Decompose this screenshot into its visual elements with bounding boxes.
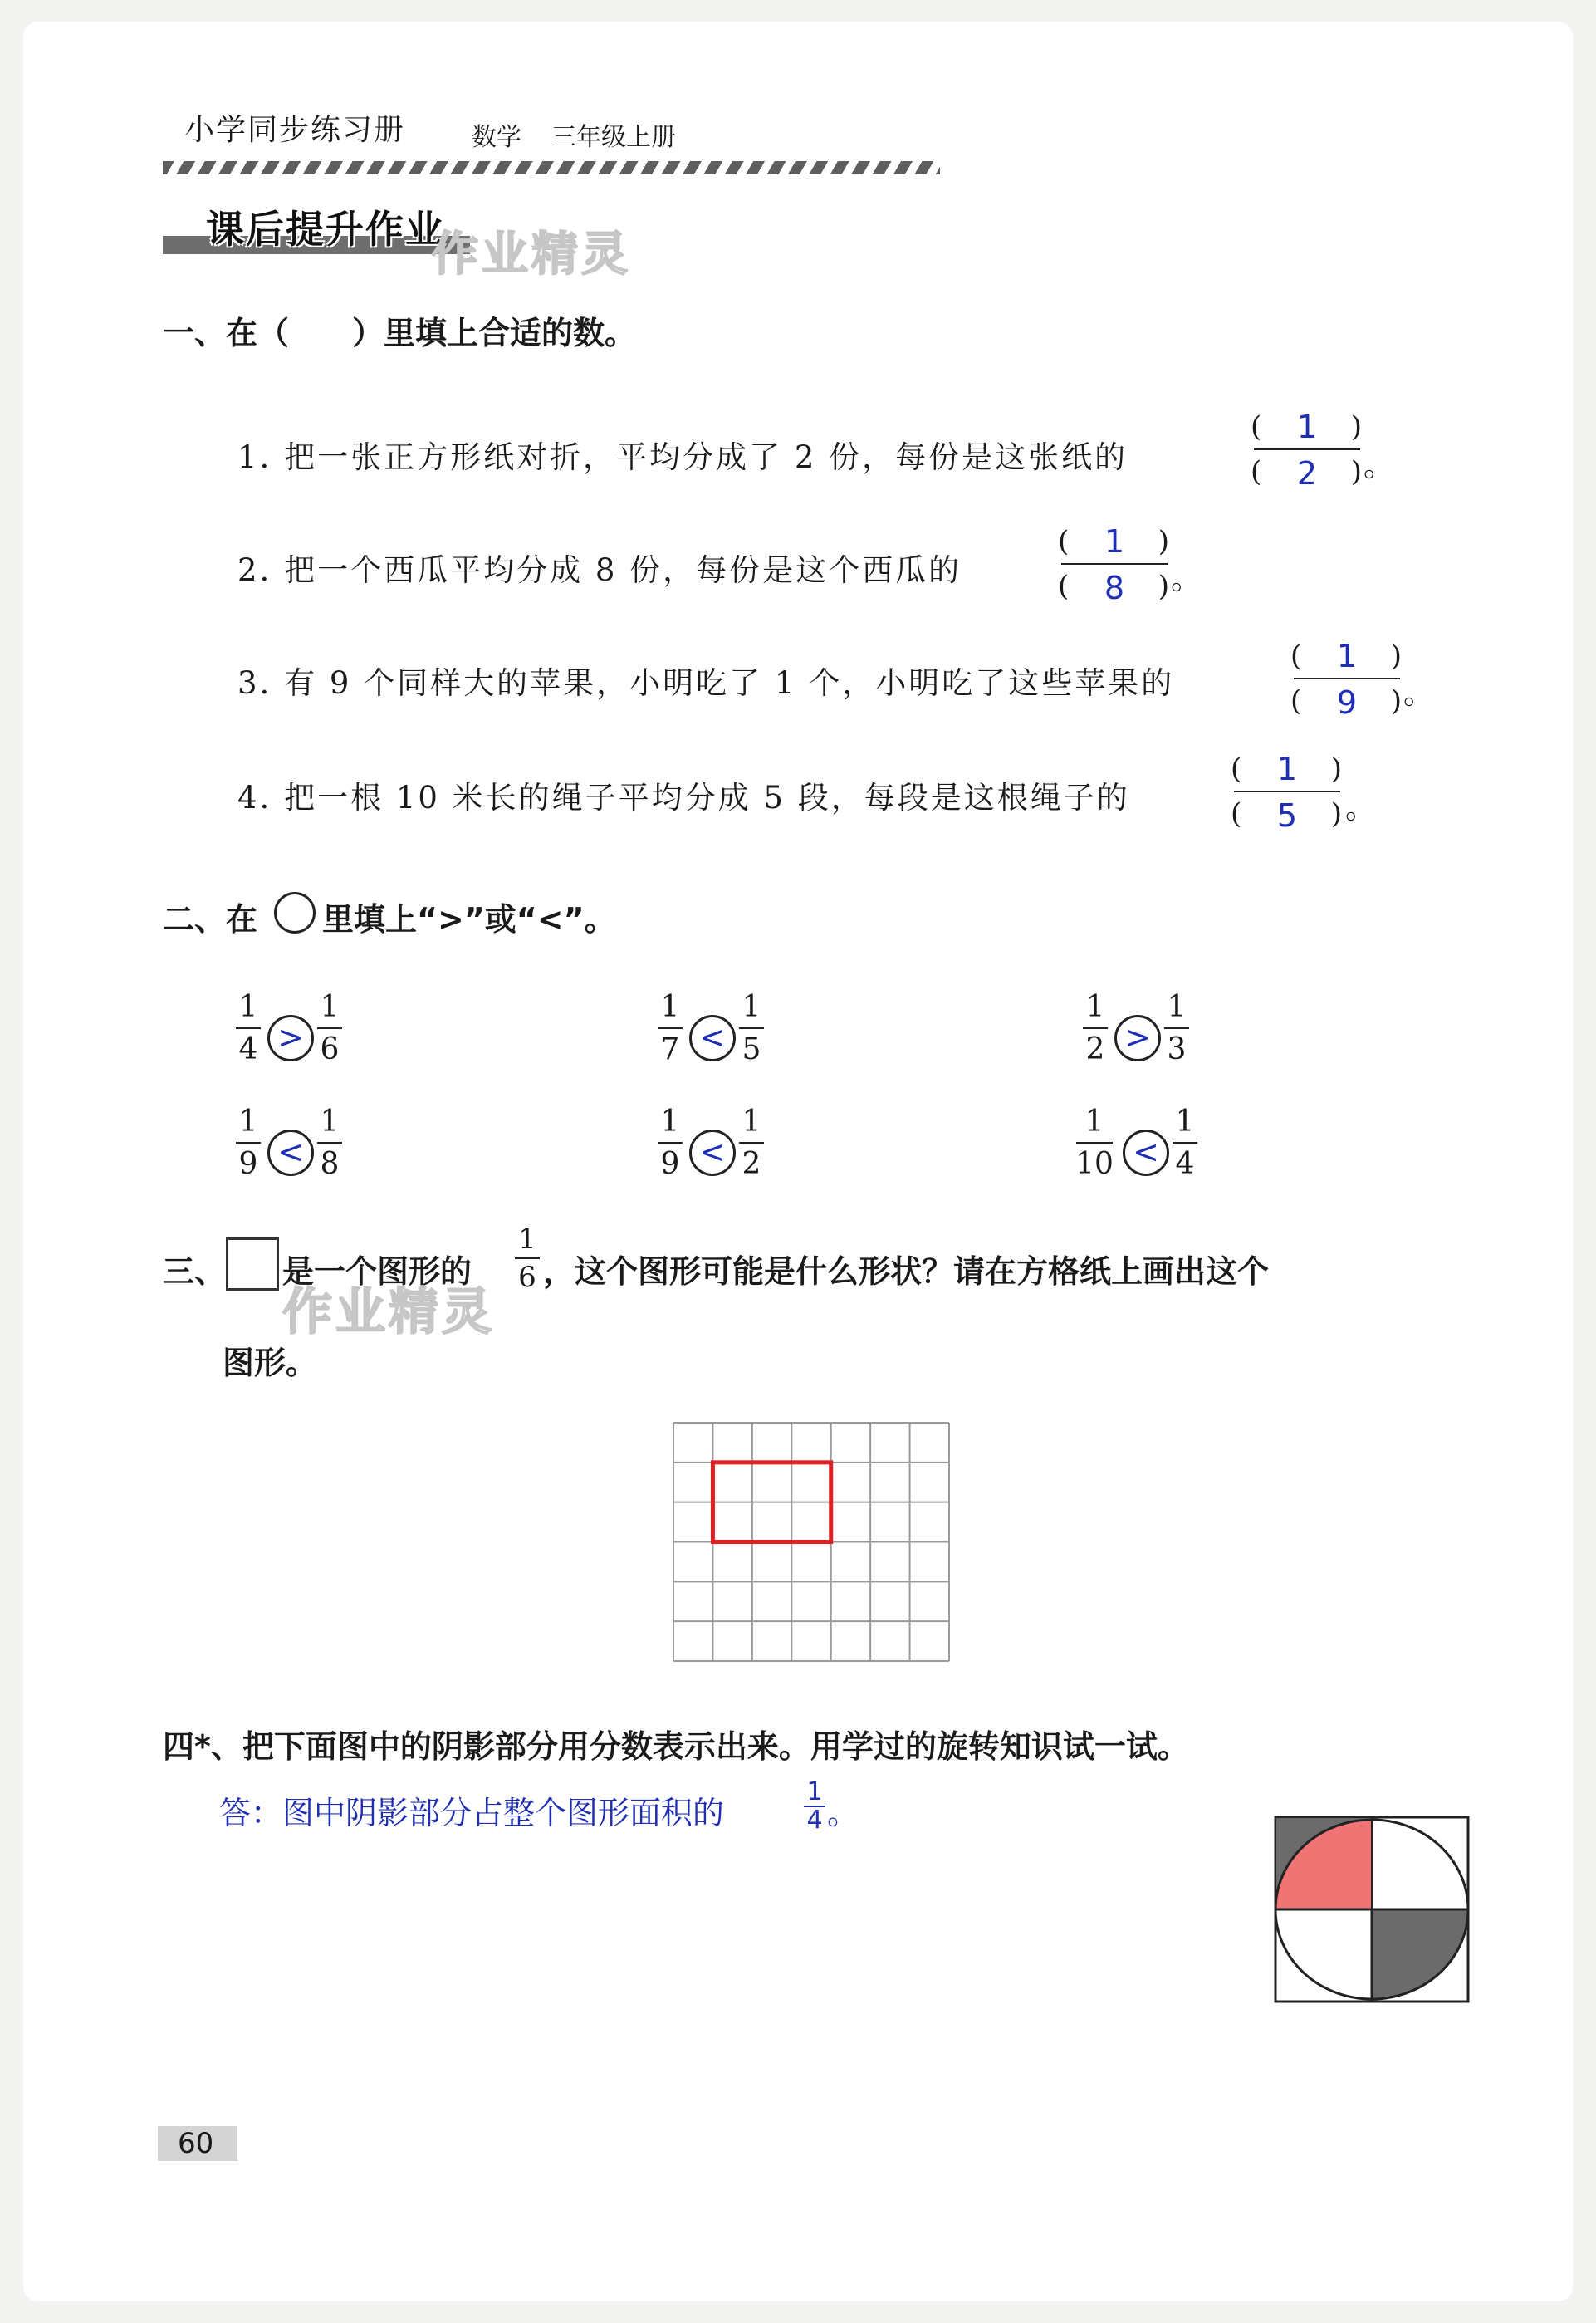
answer-sign: <: [689, 1015, 736, 1061]
right-numerator: 1: [1175, 1105, 1195, 1139]
answer-sign: <: [267, 1130, 314, 1176]
part1-q4-denominator: 5: [1276, 797, 1298, 834]
part1-q1-text: 1. 把一张正方形纸对折，平均分成了 2 份，每份是这张纸的: [237, 439, 1128, 475]
part1-q3-numerator: 1: [1336, 638, 1358, 674]
fraction-bar: [1234, 791, 1340, 792]
part1-q2-numerator: 1: [1104, 523, 1125, 560]
right-denominator: 2: [742, 1147, 761, 1181]
part1-q3-answer-fraction: ( ) 1 ( ) 9: [1289, 633, 1405, 724]
period: 。: [1403, 675, 1437, 711]
part4-answer-end: 。: [827, 1795, 859, 1831]
shaded-circle-figure: [1274, 1816, 1470, 2003]
part3-text-b: ，这个图形可能是什么形状？请在方格纸上画出这个: [543, 1253, 1270, 1290]
left-denominator: 9: [238, 1147, 258, 1181]
left-denominator: 9: [660, 1147, 680, 1181]
part1-q2-text: 2. 把一个西瓜平均分成 8 份，每份是这个西瓜的: [237, 552, 962, 588]
book-title: 小学同步练习册: [184, 113, 406, 147]
part1-q1-answer-fraction: ( ) 1 ( ) 2: [1249, 404, 1365, 495]
grade-label: 三年级上册: [551, 123, 676, 152]
left-denominator: 10: [1075, 1147, 1114, 1181]
comparison-item: [234, 990, 367, 1090]
comparison-item: [234, 1105, 367, 1204]
header-stripe-divider: [163, 161, 940, 174]
right-numerator: 1: [1167, 990, 1187, 1024]
comparison-item: [656, 990, 789, 1090]
subject-label: 数学: [472, 123, 521, 152]
part3-denominator: 6: [518, 1261, 536, 1294]
part3-numerator: 1: [518, 1223, 536, 1256]
right-denominator: 5: [742, 1032, 761, 1066]
fraction-bar: [1061, 563, 1168, 565]
part1-q3-text: 3. 有 9 个同样大的苹果，小明吃了 1 个，小明吃了这些苹果的: [237, 665, 1175, 701]
comparison-item: [1081, 990, 1214, 1090]
part1-q2-answer-fraction: ( ) 1 ( ) 8: [1056, 518, 1173, 610]
answer-sign: >: [267, 1015, 314, 1061]
page-number: 60: [158, 2126, 237, 2161]
left-numerator: 1: [238, 1105, 258, 1139]
part4-answer-numerator: 1: [806, 1777, 823, 1806]
comparison-item: [656, 1105, 789, 1204]
part1-q3-denominator: 9: [1336, 684, 1358, 721]
unit-square-icon: [226, 1237, 279, 1291]
answer-sign: >: [1114, 1015, 1161, 1061]
part2-heading-a: 二、在: [163, 901, 258, 938]
empty-circle-icon: [274, 892, 316, 934]
part3-text-a: 是一个图形的: [282, 1253, 472, 1290]
part1-q4-numerator: 1: [1276, 751, 1298, 787]
watermark-top: 作业精灵: [432, 228, 631, 282]
part3-prefix: 三、: [163, 1253, 227, 1290]
right-numerator: 1: [320, 1105, 340, 1139]
left-numerator: 1: [1085, 990, 1105, 1024]
part1-heading: 一、在（ ）里填上合适的数。: [163, 315, 637, 351]
left-denominator: 2: [1085, 1032, 1105, 1066]
part3-text-c: 图形。: [223, 1345, 318, 1381]
left-numerator: 1: [660, 1105, 680, 1139]
right-numerator: 1: [320, 990, 340, 1024]
left-numerator: 1: [1084, 1105, 1104, 1139]
comparison-item: [1075, 1105, 1214, 1204]
answer-sign: <: [1123, 1130, 1169, 1176]
part4-answer-text: 答：图中阴影部分占整个图形面积的: [219, 1795, 725, 1831]
period: 。: [1171, 561, 1204, 596]
fraction-bar: [1254, 448, 1360, 450]
part1-q2-denominator: 8: [1104, 570, 1125, 606]
part1-q1-denominator: 2: [1296, 455, 1318, 492]
graph-paper-grid: [673, 1422, 950, 1662]
left-numerator: 1: [238, 990, 258, 1024]
right-numerator: 1: [742, 990, 761, 1024]
part2-heading-b: 里填上“>”或“<”。: [322, 901, 616, 938]
left-numerator: 1: [660, 990, 680, 1024]
right-denominator: 3: [1167, 1032, 1187, 1066]
answer-sign: <: [689, 1130, 736, 1176]
right-numerator: 1: [742, 1105, 761, 1139]
part4-answer-fraction: [804, 1777, 825, 1835]
period: 。: [1363, 448, 1397, 483]
part3-fraction: [513, 1223, 541, 1294]
part1-q4-text: 4. 把一根 10 米长的绳子平均分成 5 段，每段是这根绳子的: [237, 780, 1130, 816]
right-denominator: 4: [1175, 1147, 1195, 1181]
right-denominator: 6: [320, 1032, 340, 1066]
right-denominator: 8: [320, 1147, 340, 1181]
watermark-middle: 作业精灵: [282, 1283, 495, 1341]
fraction-bar: [1294, 678, 1400, 679]
part4-heading: 四*、把下面图中的阴影部分用分数表示出来。用学过的旋转知识试一试。: [163, 1728, 1189, 1765]
part1-q4-answer-fraction: ( ) 1 ( ) 5: [1229, 746, 1345, 837]
left-denominator: 7: [660, 1032, 680, 1066]
section-title: 课后提升作业: [206, 207, 445, 252]
part1-q1-numerator: 1: [1296, 409, 1318, 445]
part4-answer-denominator: 4: [806, 1806, 823, 1835]
period: 。: [1345, 790, 1378, 826]
left-denominator: 4: [238, 1032, 258, 1066]
